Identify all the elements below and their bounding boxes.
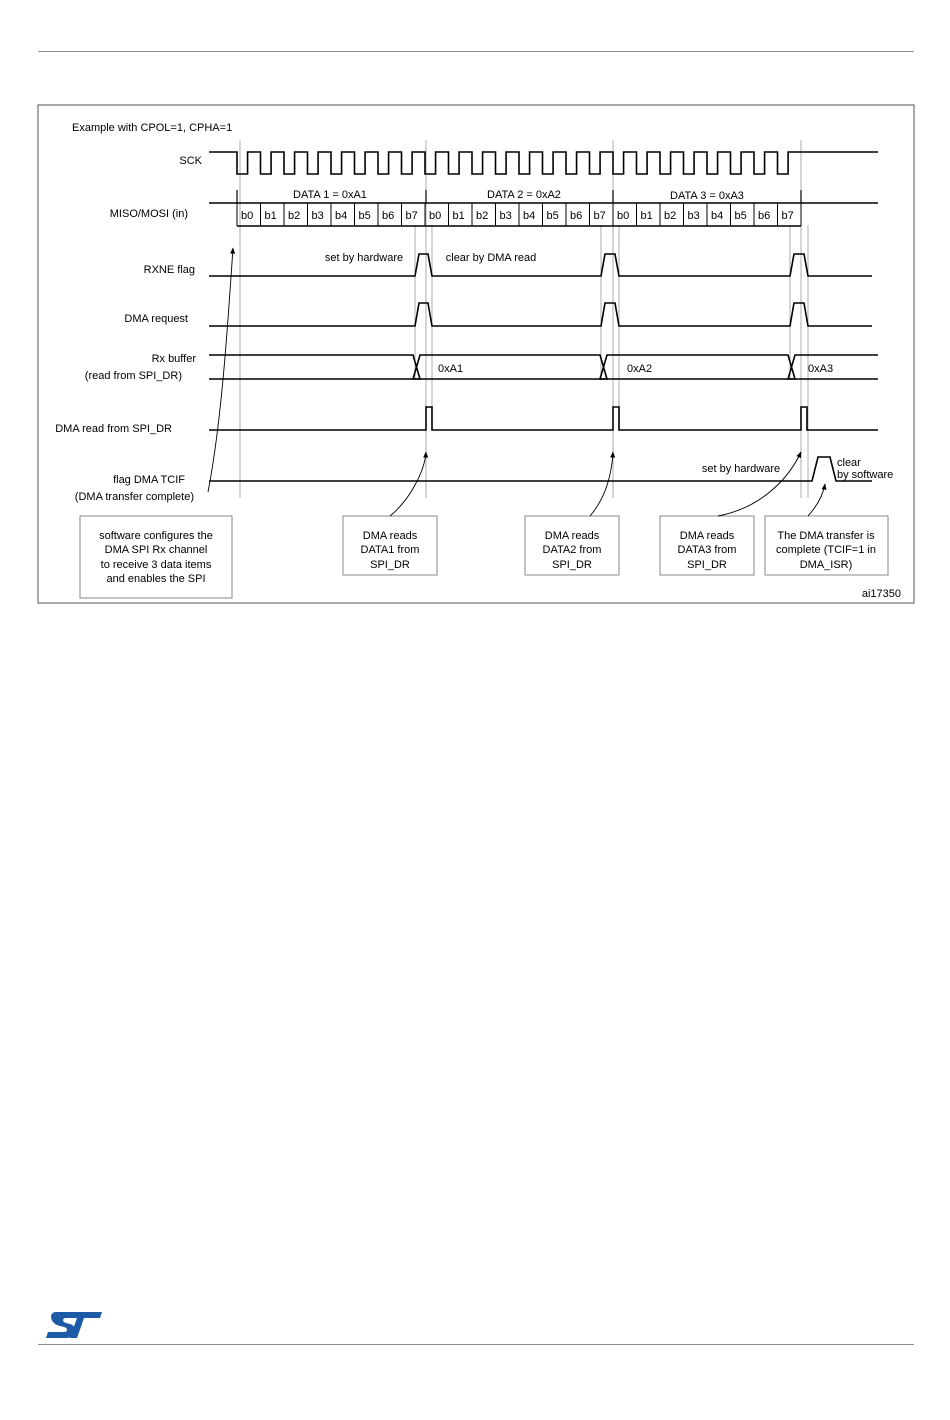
note-software-line2: DMA SPI Rx channel [104, 544, 208, 556]
bit-label: b0 [617, 210, 630, 222]
set-by-hardware-label: set by hardware [324, 252, 404, 264]
note-data1-line1: DMA reads [362, 530, 418, 542]
bit-label: b4 [523, 210, 536, 222]
figure-caption: Example with CPOL=1, CPHA=1 [72, 122, 233, 134]
rx-buffer-top [209, 355, 878, 379]
bit-label: b5 [734, 210, 747, 222]
st-logo [44, 1308, 104, 1342]
rx-value-3: 0xA3 [808, 363, 834, 375]
rxne-wave [209, 254, 872, 276]
bit-label: b1 [264, 210, 277, 222]
waveforms [209, 152, 878, 481]
bit-label: b7 [781, 210, 794, 222]
bit-label: b3 [499, 210, 512, 222]
rx-buffer-label: Rx buffer [151, 353, 196, 365]
note-box-software [80, 516, 232, 598]
by-software-label: by software [837, 469, 894, 481]
miso-mosi-label: MISO/MOSI (in) [109, 208, 188, 220]
note-software-line4: and enables the SPI [106, 573, 206, 585]
bit-label: b7 [593, 210, 606, 222]
arrow-data2 [590, 452, 613, 516]
rxne-label: RXNE flag [143, 264, 195, 276]
data1-label: DATA 1 = 0xA1 [293, 189, 367, 201]
bit-label: b2 [476, 210, 489, 222]
arrow-software-to-start [208, 248, 233, 492]
note-software-line1: software configures the [99, 530, 213, 542]
clear-by-dma-label: clear by DMA read [445, 252, 537, 264]
arrow-data1 [390, 452, 426, 516]
dma-request-label: DMA request [124, 313, 188, 325]
bit-label: b0 [241, 210, 254, 222]
data2-label: DATA 2 = 0xA2 [487, 189, 561, 201]
bit-label: b7 [405, 210, 418, 222]
note-data2-line2: DATA2 from [542, 544, 602, 556]
dma-read-wave [209, 407, 878, 430]
note-data1-line3: SPI_DR [370, 559, 410, 571]
sck-label: SCK [179, 155, 202, 167]
bit-label: b1 [640, 210, 653, 222]
note-data2-line3: SPI_DR [552, 559, 592, 571]
bit-label: b6 [382, 210, 395, 222]
bit-label: b3 [687, 210, 700, 222]
note-data3-line1: DMA reads [679, 530, 735, 542]
bit-label: b5 [546, 210, 559, 222]
bit-label: b5 [358, 210, 371, 222]
dma-read-label: DMA read from SPI_DR [55, 423, 172, 435]
bit-label: b2 [664, 210, 677, 222]
arrow-data3 [718, 452, 801, 516]
note-software-line3: to receive 3 data items [100, 559, 212, 571]
note-data3-line3: SPI_DR [687, 559, 727, 571]
data3-label: DATA 3 = 0xA3 [670, 190, 744, 202]
note-data1-line2: DATA1 from [360, 544, 420, 556]
arrow-complete [808, 484, 825, 516]
note-complete-line1: The DMA transfer is [777, 530, 875, 542]
bit-label: b1 [452, 210, 465, 222]
sck-wave [209, 152, 878, 174]
bit-label: b0 [429, 210, 442, 222]
rx-value-2: 0xA2 [627, 363, 653, 375]
tcif-label: flag DMA TCIF [113, 474, 185, 486]
clear-label: clear [837, 457, 861, 469]
figure-id: ai17350 [861, 588, 901, 600]
bit-label: b3 [311, 210, 324, 222]
tcif-sublabel: (DMA transfer complete) [74, 491, 194, 503]
bit-label: b6 [570, 210, 583, 222]
dma-request-wave [209, 303, 872, 326]
bit-label: b4 [711, 210, 724, 222]
note-complete-line2: complete (TCIF=1 in [776, 544, 876, 556]
note-data2-line1: DMA reads [544, 530, 600, 542]
note-complete-line3: DMA_ISR) [799, 559, 853, 571]
note-data3-line2: DATA3 from [677, 544, 737, 556]
bit-label: b6 [758, 210, 771, 222]
rx-value-1: 0xA1 [438, 363, 464, 375]
bit-label: b4 [335, 210, 348, 222]
bit-label: b2 [288, 210, 301, 222]
set-by-hardware-tcif-label: set by hardware [701, 463, 781, 475]
rx-buffer-sublabel: (read from SPI_DR) [84, 370, 182, 382]
